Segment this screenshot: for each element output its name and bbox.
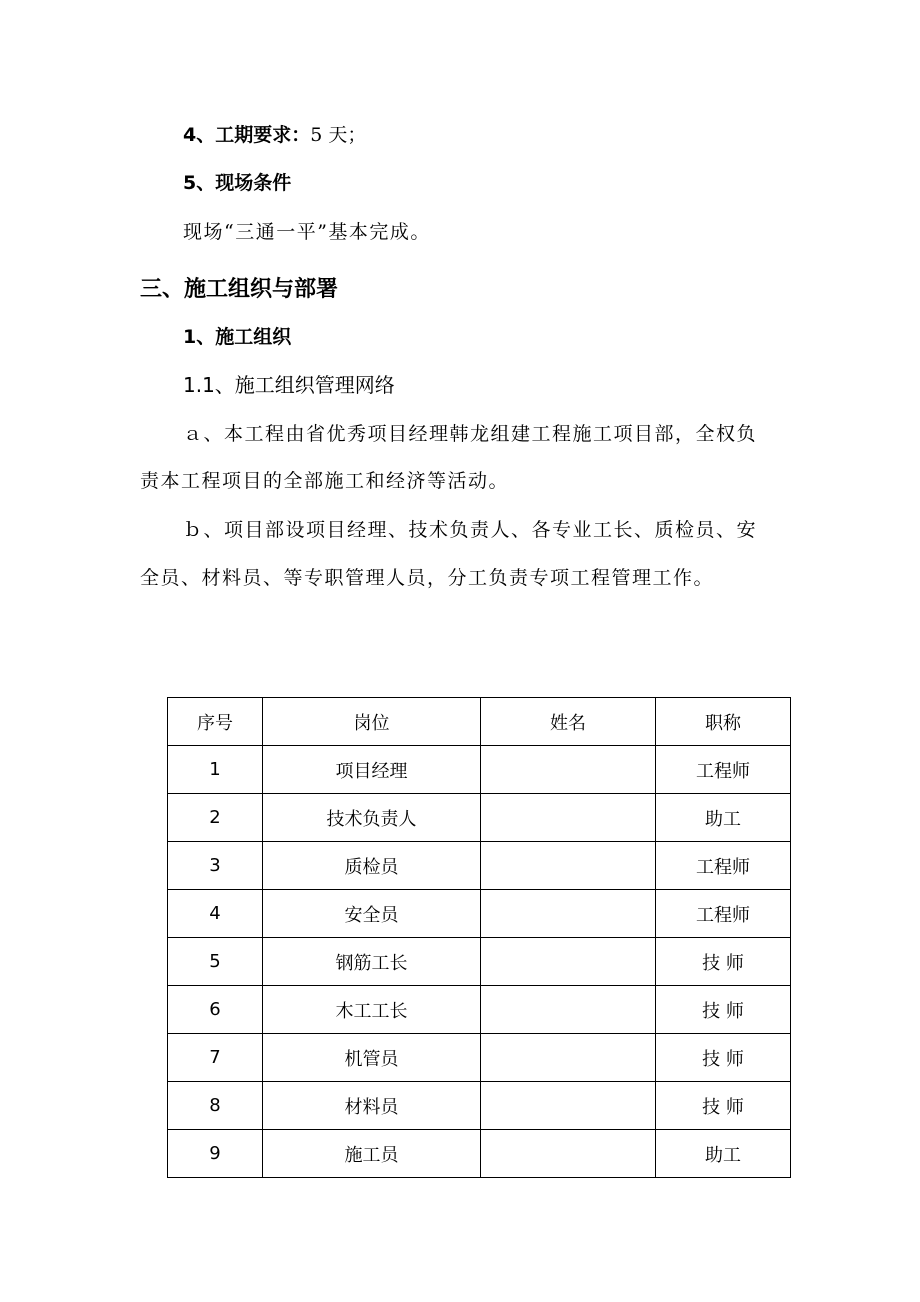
table-row [168, 746, 791, 794]
cell-name [481, 890, 656, 938]
cell-title: 工程师 [656, 890, 791, 938]
paragraph-b-line-1: ｂ、项目部设项目经理、技术负责人、各专业工长、质检员、安 [183, 519, 758, 541]
item-4-duration [183, 123, 366, 147]
subsection-1-heading: 1、施工组织 [183, 326, 292, 348]
cell-title: 助工 [656, 794, 791, 842]
cell-post: 机管员 [263, 1034, 481, 1082]
header-cell-post: 岗位 [263, 698, 481, 746]
cell-post: 钢筋工长 [263, 938, 481, 986]
paragraph-a-line-1: ａ、本工程由省优秀项目经理韩龙组建工程施工项目部，全权负 [183, 423, 758, 445]
cell-post: 木工工长 [263, 986, 481, 1034]
cell-name [481, 794, 656, 842]
table-row [168, 938, 791, 986]
cell-title: 技 师 [656, 1034, 791, 1082]
cell-post: 材料员 [263, 1082, 481, 1130]
table-row [168, 1130, 791, 1178]
cell-no: 8 [168, 1082, 263, 1130]
cell-post: 项目经理 [263, 746, 481, 794]
cell-title: 工程师 [656, 746, 791, 794]
cell-name [481, 842, 656, 890]
cell-name [481, 1130, 656, 1178]
cell-title: 技 师 [656, 938, 791, 986]
cell-name [481, 1082, 656, 1130]
header-cell-name: 姓名 [481, 698, 656, 746]
paragraph-a-line-2: 责本工程项目的全部施工和经济等活动。 [140, 470, 510, 492]
paragraph-b-line-2: 全员、材料员、等专职管理人员，分工负责专项工程管理工作。 [140, 567, 715, 589]
cell-post: 安全员 [263, 890, 481, 938]
section-3-heading: 三、施工组织与部署 [140, 277, 339, 302]
cell-no: 5 [168, 938, 263, 986]
table-header-row [168, 698, 791, 746]
cell-no: 6 [168, 986, 263, 1034]
cell-post: 技术负责人 [263, 794, 481, 842]
table-row [168, 986, 791, 1034]
item-5-heading: 5、现场条件 [183, 172, 292, 194]
header-cell-title: 职称 [656, 698, 791, 746]
header-cell-no: 序号 [168, 698, 263, 746]
item-5-text: 现场“三通一平”基本完成。 [183, 221, 431, 243]
table-row [168, 1082, 791, 1130]
table-row [168, 842, 791, 890]
cell-post: 质检员 [263, 842, 481, 890]
table-row [168, 1034, 791, 1082]
item-4-label: 4、工期要求： [183, 124, 311, 146]
table-row [168, 890, 791, 938]
item-4-value: 5 天； [310, 124, 367, 146]
cell-title: 技 师 [656, 986, 791, 1034]
cell-no: 2 [168, 794, 263, 842]
cell-title: 工程师 [656, 842, 791, 890]
cell-name [481, 746, 656, 794]
cell-name [481, 986, 656, 1034]
cell-no: 9 [168, 1130, 263, 1178]
cell-title: 助工 [656, 1130, 791, 1178]
cell-name [481, 938, 656, 986]
cell-no: 1 [168, 746, 263, 794]
staff-table [167, 697, 791, 1178]
cell-name [481, 1034, 656, 1082]
cell-no: 7 [168, 1034, 263, 1082]
cell-title: 技 师 [656, 1082, 791, 1130]
cell-no: 3 [168, 842, 263, 890]
table-row [168, 794, 791, 842]
cell-post: 施工员 [263, 1130, 481, 1178]
cell-no: 4 [168, 890, 263, 938]
subsection-1-1-heading: 1.1、施工组织管理网络 [183, 373, 395, 397]
